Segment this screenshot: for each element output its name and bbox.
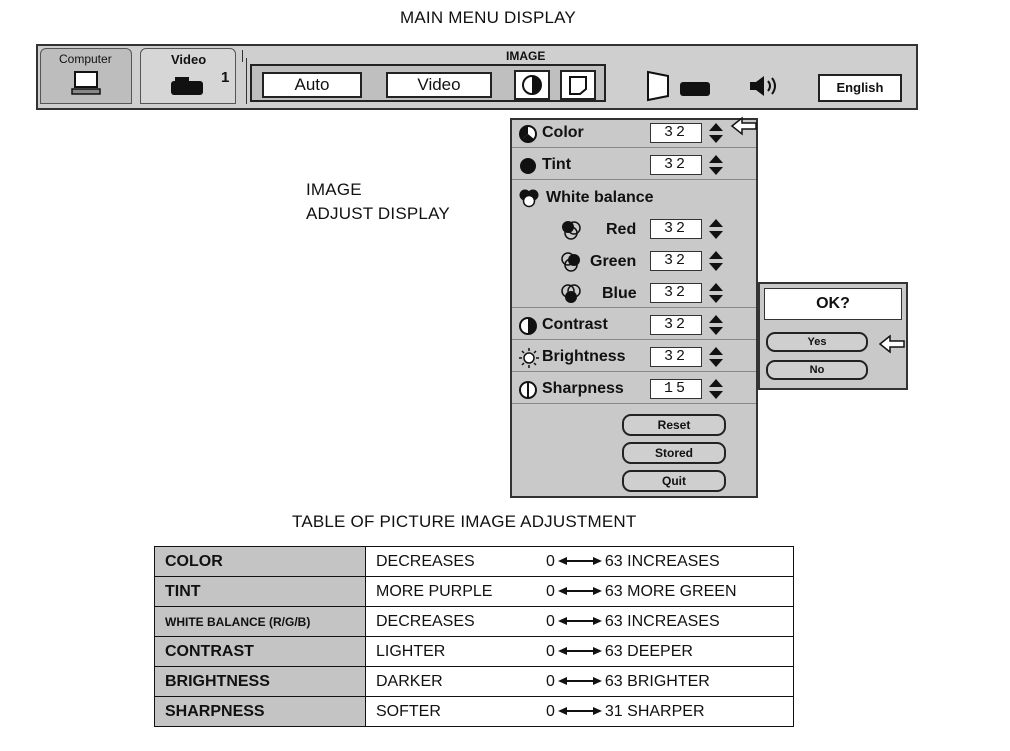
green-icon (560, 251, 582, 273)
quit-button[interactable]: Quit (622, 470, 726, 492)
blue-row[interactable] (512, 278, 756, 308)
blue-value: 32 (650, 283, 702, 303)
table-row (155, 607, 794, 637)
screen-icon (562, 72, 594, 98)
table-row (155, 577, 794, 607)
updown-arrows-icon[interactable] (708, 122, 724, 144)
double-arrow-icon (558, 676, 602, 686)
video-projector-icon (169, 75, 205, 97)
contrast-icon (518, 316, 538, 336)
double-arrow-icon (558, 586, 602, 596)
parameter-name: CONTRAST (155, 637, 366, 667)
computer-icon (71, 71, 101, 97)
low-effect: LIGHTER (366, 637, 537, 667)
main-menu-caption: MAIN MENU DISPLAY (400, 8, 576, 27)
range-min: 0 (546, 582, 555, 600)
color-row[interactable] (512, 118, 756, 148)
range-max: 31 (604, 702, 623, 720)
green-value: 32 (650, 251, 702, 271)
color-icon (518, 124, 538, 144)
brightness-icon (518, 347, 540, 369)
sound-icon[interactable] (746, 72, 786, 100)
auto-button[interactable]: Auto (262, 72, 362, 98)
divider (246, 58, 248, 104)
range-cell (536, 697, 794, 727)
white-balance-label: White balance (546, 189, 654, 206)
parameter-name: BRIGHTNESS (155, 667, 366, 697)
ok-dialog-title: OK? (764, 288, 902, 320)
projector-setting-icon[interactable] (644, 68, 714, 104)
high-effect: INCREASES (627, 612, 720, 630)
parameter-name: TINT (155, 577, 366, 607)
updown-arrows-icon[interactable] (708, 282, 724, 304)
range-max: 63 (604, 672, 623, 690)
red-value: 32 (650, 219, 702, 239)
double-arrow-icon (558, 616, 602, 626)
white-balance-row (512, 182, 756, 212)
range-max: 63 (604, 552, 623, 570)
updown-arrows-icon[interactable] (708, 250, 724, 272)
range-min: 0 (546, 702, 555, 720)
table-row (155, 667, 794, 697)
updown-arrows-icon[interactable] (708, 314, 724, 336)
range-cell (536, 607, 794, 637)
updown-arrows-icon[interactable] (708, 346, 724, 368)
red-icon (560, 219, 582, 241)
high-effect: DEEPER (627, 642, 693, 660)
color-value: 32 (650, 123, 702, 143)
range-max: 63 (604, 642, 623, 660)
range-min: 0 (546, 552, 555, 570)
selection-arrow-icon (878, 334, 906, 354)
image-section-label: IMAGE (506, 49, 546, 63)
image-adjust-caption-line2: ADJUST DISPLAY (306, 204, 450, 223)
low-effect: DARKER (366, 667, 537, 697)
table-row (155, 637, 794, 667)
video-button[interactable]: Video (386, 72, 492, 98)
tint-value: 32 (650, 155, 702, 175)
updown-arrows-icon[interactable] (708, 218, 724, 240)
range-max: 63 (604, 612, 623, 630)
green-label: Green (590, 253, 637, 270)
table-title: TABLE OF PICTURE IMAGE ADJUSTMENT (292, 512, 637, 531)
tint-label: Tint (542, 156, 572, 173)
image-adjust-caption-line1: IMAGE (306, 180, 362, 199)
range-cell (536, 667, 794, 697)
divider (238, 50, 243, 62)
picture-adjustment-table (154, 546, 794, 727)
red-row[interactable] (512, 214, 756, 244)
sharpness-row[interactable] (512, 374, 756, 404)
parameter-name: COLOR (155, 547, 366, 577)
contrast-label: Contrast (542, 316, 608, 333)
range-cell (536, 637, 794, 667)
language-button[interactable]: English (818, 74, 902, 102)
sharpness-value: 15 (650, 379, 702, 399)
table-row (155, 547, 794, 577)
no-button[interactable]: No (766, 360, 868, 380)
contrast-row[interactable] (512, 310, 756, 340)
updown-arrows-icon[interactable] (708, 154, 724, 176)
high-effect: SHARPER (627, 702, 705, 720)
parameter-name: SHARPNESS (155, 697, 366, 727)
tab-computer[interactable] (40, 48, 132, 104)
double-arrow-icon (558, 646, 602, 656)
sharpness-icon (518, 380, 538, 400)
tab-video[interactable] (140, 48, 236, 104)
range-max: 63 (604, 582, 623, 600)
sharpness-label: Sharpness (542, 380, 624, 397)
range-min: 0 (546, 672, 555, 690)
white-balance-icon (518, 187, 540, 209)
table-row (155, 697, 794, 727)
blue-icon (560, 283, 582, 305)
high-effect: INCREASES (627, 552, 720, 570)
red-label: Red (606, 221, 637, 238)
brightness-label: Brightness (542, 348, 626, 365)
low-effect: MORE PURPLE (366, 577, 537, 607)
low-effect: DECREASES (366, 607, 537, 637)
brightness-row[interactable] (512, 342, 756, 372)
high-effect: MORE GREEN (627, 582, 737, 600)
low-effect: SOFTER (366, 697, 537, 727)
yes-button[interactable]: Yes (766, 332, 868, 352)
reset-button[interactable]: Reset (622, 414, 726, 436)
selection-arrow-icon (730, 116, 758, 136)
screen-button[interactable] (560, 70, 596, 100)
range-min: 0 (546, 642, 555, 660)
image-adjust-button[interactable] (514, 70, 550, 100)
brightness-value: 32 (650, 347, 702, 367)
tab-video-label: Video (171, 52, 207, 67)
updown-arrows-icon[interactable] (708, 378, 724, 400)
range-cell (536, 577, 794, 607)
green-row[interactable] (512, 246, 756, 276)
color-label: Color (542, 124, 584, 141)
stored-button[interactable]: Stored (622, 442, 726, 464)
image-adjust-icon (516, 72, 548, 98)
range-min: 0 (546, 612, 555, 630)
input-number: 1 (221, 69, 230, 86)
tint-row[interactable] (512, 150, 756, 180)
high-effect: BRIGHTER (627, 672, 710, 690)
double-arrow-icon (558, 706, 602, 716)
tint-icon (518, 156, 538, 176)
contrast-value: 32 (650, 315, 702, 335)
range-cell (536, 547, 794, 577)
blue-label: Blue (602, 285, 637, 302)
low-effect: DECREASES (366, 547, 537, 577)
double-arrow-icon (558, 556, 602, 566)
tab-computer-label: Computer (59, 52, 112, 66)
parameter-name: WHITE BALANCE (R/G/B) (155, 607, 366, 637)
